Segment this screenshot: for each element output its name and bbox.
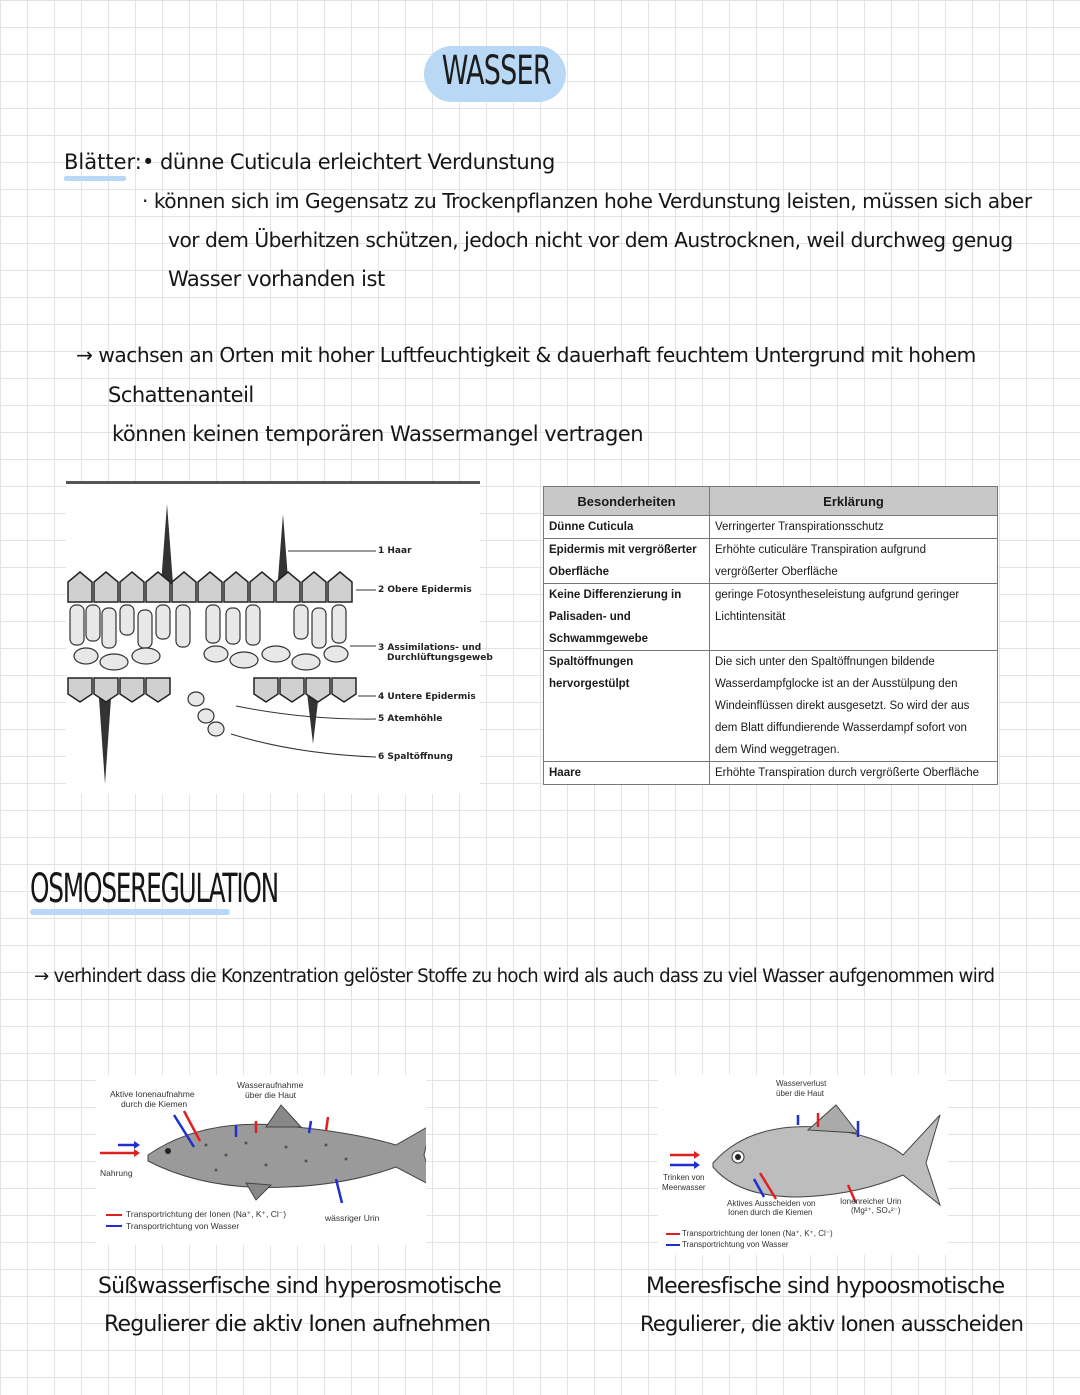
- osmo-text: → verhindert dass die Konzentration gelöster Stoffe zu hoch wird als auch dass zu viel Wasser aufgenommen wird: [34, 966, 995, 987]
- leaf-label-mesophyll: 3 Assimilations- und: [378, 643, 482, 653]
- table-cell-explanation: geringe Fotosyntheseleistung aufgrund geringer: [710, 584, 998, 607]
- table-cell-feature: Haare: [544, 762, 710, 785]
- table-row: [544, 717, 998, 739]
- sea-legend-water: Transportrichtung von Wasser: [682, 1240, 789, 1249]
- hair-spike: [278, 514, 288, 579]
- fresh-legend-ions: Transportrichtung der Ionen (Na⁺, K⁺, Cl⁻): [126, 1209, 287, 1219]
- seawater-fish-diagram: [658, 1075, 948, 1255]
- osmo-heading: OSMOSEREGULATION: [30, 866, 278, 912]
- sea-label-loss-2: über die Haut: [776, 1089, 825, 1098]
- fresh-label-ions-1: Aktive Ionenaufnahme: [110, 1089, 195, 1099]
- blaetter-bullet-1: • dünne Cuticula erleichtert Verdunstung: [142, 150, 555, 174]
- table-cell-feature: [544, 739, 710, 762]
- leaf-label-mesophyll-2: Durchlüftungsgeweb: [387, 653, 493, 663]
- sea-label-excrete-2: Ionen durch die Kiemen: [728, 1208, 813, 1217]
- fresh-label-water-2: über die Haut: [245, 1090, 297, 1100]
- table-cell-feature: hervorgestülpt: [544, 673, 710, 695]
- urine-arrow: [336, 1179, 342, 1203]
- table-header-features: Besonderheiten: [544, 487, 710, 516]
- seawater-caption-2: Regulierer, die aktiv Ionen ausscheiden: [640, 1312, 1024, 1336]
- habitat-line-2: Schattenanteil: [108, 383, 254, 407]
- pelvic-fin: [246, 1183, 271, 1200]
- table-cell-explanation: dem Blatt diffundierende Wasserdampf sofort von: [710, 717, 998, 739]
- sea-legend-ions: Transportrichtung der Ionen (Na⁺, K⁺, Cl⁻): [682, 1229, 833, 1238]
- seawater-fish-svg: [658, 1075, 948, 1255]
- table-row: [544, 628, 998, 651]
- blaetter-bullet-2-line-3: Wasser vorhanden ist: [168, 267, 385, 291]
- freshwater-caption-1: Süßwasserfische sind hyperosmotische: [98, 1274, 501, 1299]
- blaetter-bullet-2-line-2: vor dem Überhitzen schützen, jedoch nicht vor dem Austrocknen, weil durchweg genug: [168, 228, 1013, 252]
- table-cell-feature: Spaltöffnungen: [544, 651, 710, 674]
- upper-epidermis: [68, 572, 352, 602]
- table-cell-explanation: Windeinflüssen direkt ausgesetzt. So wird der aus: [710, 695, 998, 717]
- table-row: [544, 606, 998, 628]
- table-row: [544, 651, 998, 674]
- table-cell-feature: Palisaden- und: [544, 606, 710, 628]
- leaf-label-stoma: 6 Spaltöffnung: [378, 752, 453, 762]
- table-cell-feature: Dünne Cuticula: [544, 516, 710, 539]
- fresh-label-water-1: Wasseraufnahme: [237, 1080, 304, 1090]
- leaf-label-lower-epidermis: 4 Untere Epidermis: [378, 692, 476, 702]
- sea-label-drink-2: Meerwasser: [662, 1183, 706, 1192]
- table-row: [544, 584, 998, 607]
- table-body: [544, 516, 998, 785]
- fresh-label-urine: wässriger Urin: [325, 1213, 380, 1223]
- table-row: [544, 673, 998, 695]
- table-cell-explanation: vergrößerter Oberfläche: [710, 561, 998, 584]
- table-row: [544, 539, 998, 562]
- habitat-line-1: → wachsen an Orten mit hoher Luftfeuchtigkeit & dauerhaft feuchtem Untergrund mit hohem: [76, 343, 976, 367]
- leaf-label-upper-epidermis: 2 Obere Epidermis: [378, 585, 472, 595]
- table-cell-feature: Epidermis mit vergrößerter: [544, 539, 710, 562]
- sea-label-loss-1: Wasserverlust: [776, 1079, 827, 1088]
- table-cell-feature: Schwammgewebe: [544, 628, 710, 651]
- table-cell-explanation: Wasserdampfglocke ist an der Ausstülpung den: [710, 673, 998, 695]
- table-cell-feature: Keine Differenzierung in: [544, 584, 710, 607]
- table-row: [544, 762, 998, 785]
- table-cell-feature: [544, 717, 710, 739]
- fresh-label-ions-2: durch die Kiemen: [121, 1099, 188, 1109]
- blaetter-label: Blätter:: [64, 150, 142, 174]
- habitat-line-3: können keinen temporären Wassermangel vertragen: [112, 422, 644, 446]
- sea-label-excrete-1: Aktives Ausscheiden von: [727, 1199, 816, 1208]
- table-cell-feature: Oberfläche: [544, 561, 710, 584]
- leaf-features-table: [543, 486, 998, 785]
- table-cell-explanation: Die sich unter den Spaltöffnungen bildende: [710, 651, 998, 674]
- table-row: [544, 695, 998, 717]
- sea-label-urine-1: Ionenreicher Urin: [840, 1197, 902, 1206]
- label-highlight: [64, 176, 126, 181]
- sea-label-urine-2: (Mg²⁺, SO₄²⁻): [851, 1206, 901, 1215]
- table-cell-explanation: Erhöhte Transpiration durch vergrößerte Oberfläche: [710, 762, 998, 785]
- leaf-label-air-cavity: 5 Atemhöhle: [378, 714, 443, 724]
- table-cell-explanation: [710, 628, 998, 651]
- fresh-label-food: Nahrung: [100, 1168, 133, 1178]
- table-cell-feature: [544, 695, 710, 717]
- sea-label-drink-1: Trinken von: [663, 1173, 705, 1182]
- table-row: [544, 739, 998, 762]
- fish-eye: [165, 1148, 171, 1154]
- table-row: [544, 516, 998, 539]
- freshwater-fish-diagram: [96, 1075, 426, 1245]
- table-header-explanation: Erklärung: [710, 487, 998, 516]
- leaf-label-hair: 1 Haar: [378, 546, 412, 556]
- table-cell-explanation: Erhöhte cuticuläre Transpiration aufgrund: [710, 539, 998, 562]
- trout-body: [148, 1124, 426, 1187]
- table-cell-explanation: Verringerter Transpirationsschutz: [710, 516, 998, 539]
- blaetter-bullet-2-line-1: · können sich im Gegensatz zu Trockenpflanzen hohe Verdunstung leisten, müssen sich aber: [142, 189, 1032, 213]
- table-row: [544, 561, 998, 584]
- seafish-dorsal-fin: [808, 1105, 858, 1133]
- seawater-caption-1: Meeresfische sind hypoosmotische: [646, 1274, 1005, 1299]
- fresh-legend-water: Transportrichtung von Wasser: [126, 1221, 240, 1231]
- lower-epidermis: [68, 678, 356, 702]
- hair-spike: [161, 504, 173, 584]
- page-title: WASSER: [441, 48, 551, 94]
- leaf-diagram-svg: [66, 484, 480, 794]
- table-cell-explanation: Lichtintensität: [710, 606, 998, 628]
- dorsal-fin: [266, 1105, 301, 1127]
- table-cell-explanation: dem Wind weggetragen.: [710, 739, 998, 762]
- leaf-cross-section-diagram: [66, 481, 493, 794]
- freshwater-caption-2: Regulierer die aktiv Ionen aufnehmen: [104, 1312, 491, 1337]
